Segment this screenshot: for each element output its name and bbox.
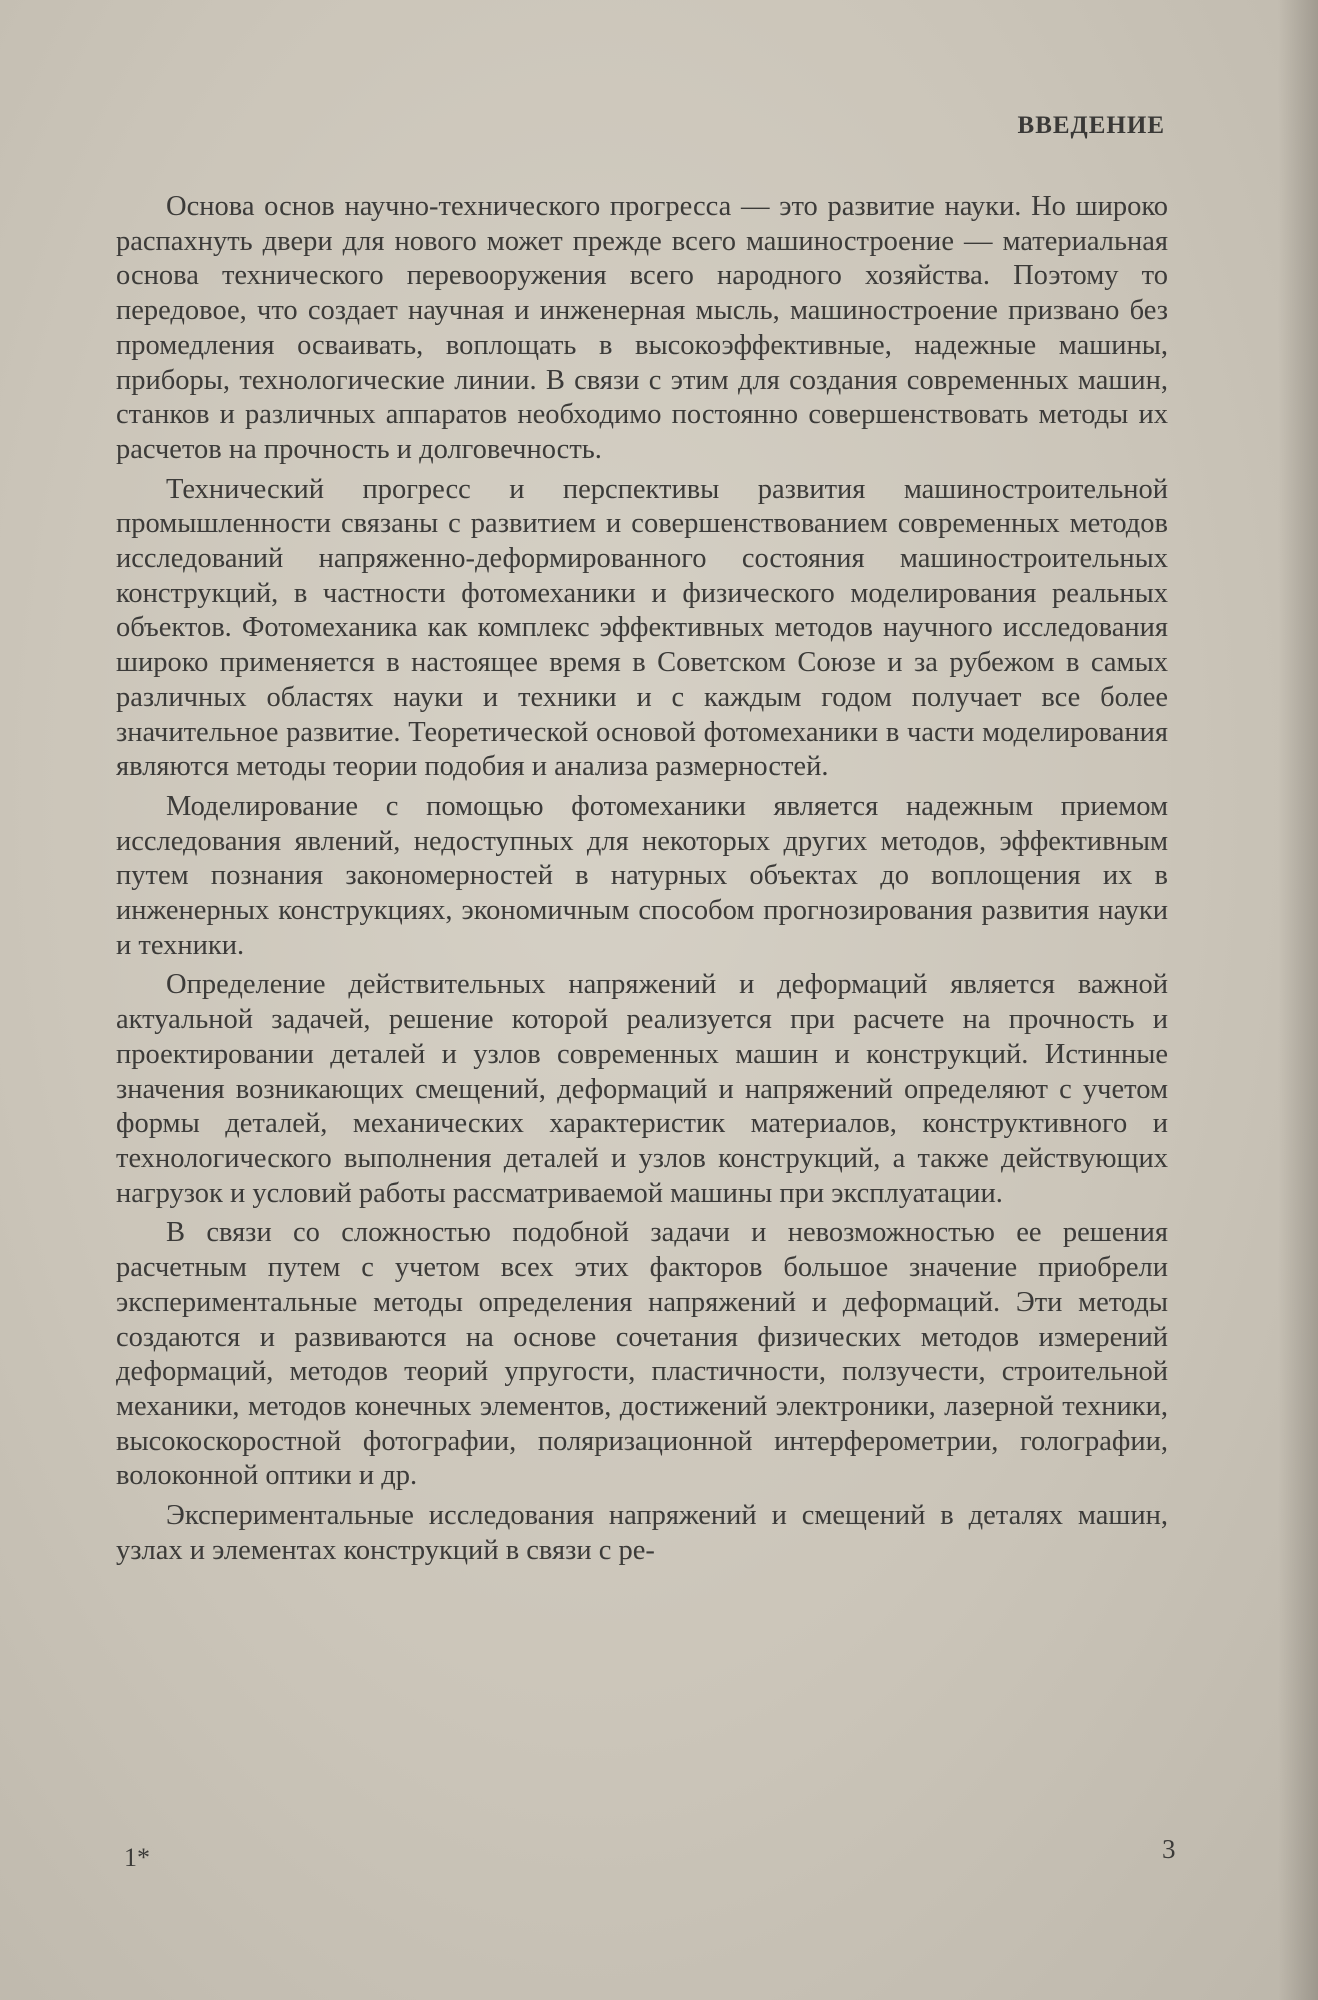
page-number: 3	[1162, 1834, 1176, 1864]
section-title: ВВЕДЕНИЕ	[1017, 112, 1165, 139]
paragraph-4: Определение действительных напряжений и деформаций является важной актуальной задачей, решение которой реализуется при расчете на прочность и проектировании деталей и узлов современных машин и конструкций. Истинные значения возникающих смещений, деформаций и напряжений определяют с учетом формы деталей, механических характеристик материалов, конструктивного и технологического выполнения деталей и узлов конструкций, а также действующих нагрузок и условий работы рассматриваемой машины при эксплуатации.	[116, 969, 1168, 1209]
paragraph-3: Моделирование с помощью фотомеханики является надежным приемом исследования явлений, недоступных для некоторых других методов, эффективным путем познания закономерностей в натурных объектах до воплощения их в инженерных конструкциях, экономичным способом прогнозирования развития науки и техники.	[116, 790, 1168, 961]
signature-mark: 1*	[124, 1843, 150, 1872]
body-text	[116, 190, 1168, 1573]
paragraph-5: В связи со сложностью подобной задачи и невозможностью ее решения расчетным путем с учетом всех этих факторов большое значение приобрели экспериментальные методы определения напряжений и деформаций. Эти методы создаются и развиваются на основе сочетания физических методов измерений деформаций, методов теорий упругости, пластичности, ползучести, строительной механики, методов конечных элементов, достижений электроники, лазерной техники, высокоскоростной фотографии, поляризационной интерферометрии, голографии, волоконной оптики и др.	[116, 1217, 1168, 1492]
paragraph-1: Основа основ научно-технического прогресса — это развитие науки. Но широко распахнуть двери для нового может прежде всего машиностроение — материальная основа технического перевооружения всего народного хозяйства. Поэтому то передовое, что создает научная и инженерная мысль, машиностроение призвано без промедления осваивать, воплощать в высокоэффективные, надежные машины, приборы, технологические линии. В связи с этим для создания современных машин, станков и различных аппаратов необходимо постоянно совершенствовать методы их расчетов на прочность и долговечность.	[116, 191, 1168, 465]
paragraph-2: Технический прогресс и перспективы развития машиностроительной промышленности связаны с развитием и совершенствованием современных методов исследований напряженно-деформированного состояния машиностроительных конструкций, в частности фотомеханики и физического моделирования реальных объектов. Фотомеханика как комплекс эффективных методов научного исследования широко применяется в настоящее время в Советском Союзе и за рубежом в самых различных областях науки и техники и с каждым годом получает все более значительное развитие. Теоретической основой фотомеханики в части моделирования являются методы теории подобия и анализа размерностей.	[116, 473, 1168, 783]
paragraph-6: Экспериментальные исследования напряжений и смещений в деталях машин, узлах и элементах конструкций в связи с ре-	[116, 1500, 1168, 1566]
